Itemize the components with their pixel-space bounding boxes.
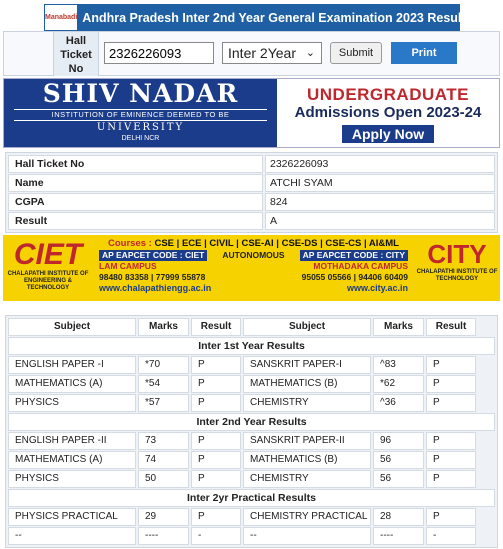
marks-cell: ^36 bbox=[373, 394, 424, 412]
site-logo[interactable] bbox=[44, 4, 78, 31]
cgpa-value: 824 bbox=[265, 193, 495, 211]
marks-cell: 73 bbox=[138, 432, 189, 450]
web-right[interactable]: www.city.ac.in bbox=[346, 283, 408, 293]
result-cell: P bbox=[426, 356, 476, 374]
result-cell: P bbox=[191, 375, 241, 393]
result-cell: P bbox=[426, 375, 476, 393]
marks-cell: 29 bbox=[138, 508, 189, 526]
ciet-campus-line bbox=[93, 261, 414, 272]
column-header: Subject bbox=[243, 318, 371, 336]
subject-cell: MATHEMATICS (A) bbox=[8, 375, 136, 393]
column-header: Result bbox=[191, 318, 241, 336]
result-cell: P bbox=[426, 432, 476, 450]
marks-cell: 96 bbox=[373, 432, 424, 450]
result-cell: P bbox=[191, 470, 241, 488]
ad-university-word: UNIVERSITY bbox=[96, 122, 185, 133]
table-row bbox=[8, 356, 495, 374]
phone-right: 95055 05566 | 94406 60409 bbox=[301, 272, 408, 282]
result-cell: P bbox=[426, 394, 476, 412]
apply-now-button[interactable]: Apply Now bbox=[342, 125, 434, 143]
result-key: Result bbox=[8, 212, 263, 230]
ciet-web-line bbox=[93, 283, 414, 294]
subject-cell: PHYSICS bbox=[8, 394, 136, 412]
subject-cell: SANSKRIT PAPER-I bbox=[243, 356, 371, 374]
result-cell: P bbox=[191, 451, 241, 469]
marks-cell: ---- bbox=[373, 527, 424, 545]
result-cell: P bbox=[426, 451, 476, 469]
ciet-logo-text: CIET bbox=[13, 238, 83, 271]
subject-cell: MATHEMATICS (B) bbox=[243, 451, 371, 469]
column-header: Subject bbox=[8, 318, 136, 336]
marks-cell: *54 bbox=[138, 375, 189, 393]
ad-admissions: Admissions Open 2023-24 bbox=[294, 104, 482, 121]
subject-cell: -- bbox=[243, 527, 371, 545]
subject-cell: PHYSICS bbox=[8, 470, 136, 488]
marks-cell: 50 bbox=[138, 470, 189, 488]
result-cell: P bbox=[426, 508, 476, 526]
subject-cell: PHYSICS PRACTICAL bbox=[8, 508, 136, 526]
shiv-nadar-logo-block bbox=[4, 79, 277, 147]
ciet-code-left: AP EAPCET CODE : CIET bbox=[99, 250, 207, 261]
ad-tagline: INSTITUTION OF EMINENCE DEEMED TO BE bbox=[14, 109, 267, 121]
subject-cell: CHEMISTRY bbox=[243, 470, 371, 488]
ad-program: UNDERGRADUATE bbox=[306, 85, 469, 104]
hall-ticket-input[interactable] bbox=[104, 42, 214, 64]
section-row bbox=[8, 337, 495, 355]
subject-cell: SANSKRIT PAPER-II bbox=[243, 432, 371, 450]
ciet-courses bbox=[93, 238, 414, 250]
table-row bbox=[8, 432, 495, 450]
city-logo-subtitle: CHALAPATHI INSTITUTE OF TECHNOLOGY bbox=[416, 269, 498, 282]
campus-left: LAM CAMPUS bbox=[99, 261, 157, 271]
subject-cell: -- bbox=[8, 527, 136, 545]
result-cell: P bbox=[191, 508, 241, 526]
name-value: ATCHI SYAM bbox=[265, 174, 495, 192]
subject-cell: ENGLISH PAPER -I bbox=[8, 356, 136, 374]
subject-cell: MATHEMATICS (B) bbox=[243, 375, 371, 393]
result-cell: P bbox=[191, 356, 241, 374]
courses-list: CSE | ECE | CIVIL | CSE-AI | CSE-DS | CSE-CS | AI&ML bbox=[154, 238, 399, 249]
marks-cell: 56 bbox=[373, 451, 424, 469]
year-select-value: Inter 2Year bbox=[228, 45, 296, 61]
marks-cell: 28 bbox=[373, 508, 424, 526]
phone-left: 98480 83358 | 77999 55878 bbox=[99, 272, 206, 282]
result-cell: - bbox=[426, 527, 476, 545]
chevron-down-icon: ⌄ bbox=[305, 47, 315, 59]
marks-cell: *62 bbox=[373, 375, 424, 393]
ciet-autonomous: AUTONOMOUS bbox=[222, 250, 285, 260]
student-info-row bbox=[8, 174, 495, 192]
web-left[interactable]: www.chalapathiengg.ac.in bbox=[99, 283, 212, 293]
submit-button[interactable]: Submit bbox=[330, 42, 382, 64]
shiv-nadar-ad-banner[interactable] bbox=[3, 78, 500, 148]
subject-cell: CHEMISTRY bbox=[243, 394, 371, 412]
page-title: Andhra Pradesh Inter 2nd Year General Examination 2023 Results bbox=[82, 10, 473, 25]
print-button[interactable]: Print bbox=[391, 42, 457, 64]
ciet-codes-line bbox=[93, 250, 414, 261]
student-info-row bbox=[8, 155, 495, 173]
table-row bbox=[8, 394, 495, 412]
subject-cell: CHEMISTRY PRACTICAL bbox=[243, 508, 371, 526]
section-title: Inter 1st Year Results bbox=[8, 337, 495, 355]
result-value: A bbox=[265, 212, 495, 230]
hall-ticket-value: 2326226093 bbox=[265, 155, 495, 173]
marks-cell: ^83 bbox=[373, 356, 424, 374]
column-header: Marks bbox=[373, 318, 424, 336]
marks-table bbox=[5, 315, 498, 548]
result-cell: P bbox=[191, 432, 241, 450]
table-row bbox=[8, 470, 495, 488]
subject-cell: MATHEMATICS (A) bbox=[8, 451, 136, 469]
table-row bbox=[8, 527, 495, 545]
ad-university-name: SHIV NADAR bbox=[42, 79, 239, 108]
hall-ticket-form bbox=[3, 31, 500, 76]
city-logo bbox=[414, 235, 500, 301]
column-header: Marks bbox=[138, 318, 189, 336]
result-cell: P bbox=[191, 394, 241, 412]
section-row bbox=[8, 489, 495, 507]
ciet-phone-line bbox=[93, 272, 414, 283]
ciet-ad-details bbox=[93, 235, 414, 301]
ciet-ad-banner[interactable] bbox=[3, 235, 500, 301]
ciet-logo bbox=[3, 235, 93, 301]
courses-label: Courses : bbox=[108, 238, 152, 249]
ad-location: DELHI NCR bbox=[121, 135, 160, 142]
result-cell: - bbox=[191, 527, 241, 545]
marks-cell: 74 bbox=[138, 451, 189, 469]
section-title: Inter 2yr Practical Results bbox=[8, 489, 495, 507]
subject-cell: ENGLISH PAPER -II bbox=[8, 432, 136, 450]
results-header bbox=[44, 4, 473, 31]
marks-cell: 56 bbox=[373, 470, 424, 488]
marks-cell: *70 bbox=[138, 356, 189, 374]
marks-header-row bbox=[8, 318, 495, 336]
table-row bbox=[8, 508, 495, 526]
table-row bbox=[8, 375, 495, 393]
marks-cell: ---- bbox=[138, 527, 189, 545]
table-row bbox=[8, 451, 495, 469]
marks-cell: *57 bbox=[138, 394, 189, 412]
cgpa-key: CGPA bbox=[8, 193, 263, 211]
year-select[interactable] bbox=[222, 42, 322, 64]
section-title: Inter 2nd Year Results bbox=[8, 413, 495, 431]
hall-ticket-key: Hall Ticket No bbox=[8, 155, 263, 173]
site-logo-text: Manabadi bbox=[45, 14, 78, 21]
student-info-row bbox=[8, 193, 495, 211]
hall-ticket-label: Hall Ticket No bbox=[53, 32, 99, 76]
ciet-code-right: AP EAPCET CODE : CITY bbox=[300, 250, 408, 261]
result-cell: P bbox=[426, 470, 476, 488]
shiv-nadar-admission-block bbox=[277, 79, 499, 147]
ciet-logo-subtitle: CHALAPATHI INSTITUTE OF ENGINEERING & TECHNOLOGY bbox=[7, 271, 89, 291]
name-key: Name bbox=[8, 174, 263, 192]
section-row bbox=[8, 413, 495, 431]
student-info-row bbox=[8, 212, 495, 230]
campus-right: MOTHADAKA CAMPUS bbox=[313, 261, 408, 271]
city-logo-text: CITY bbox=[427, 239, 487, 269]
student-info-table bbox=[5, 152, 498, 233]
column-header: Result bbox=[426, 318, 476, 336]
